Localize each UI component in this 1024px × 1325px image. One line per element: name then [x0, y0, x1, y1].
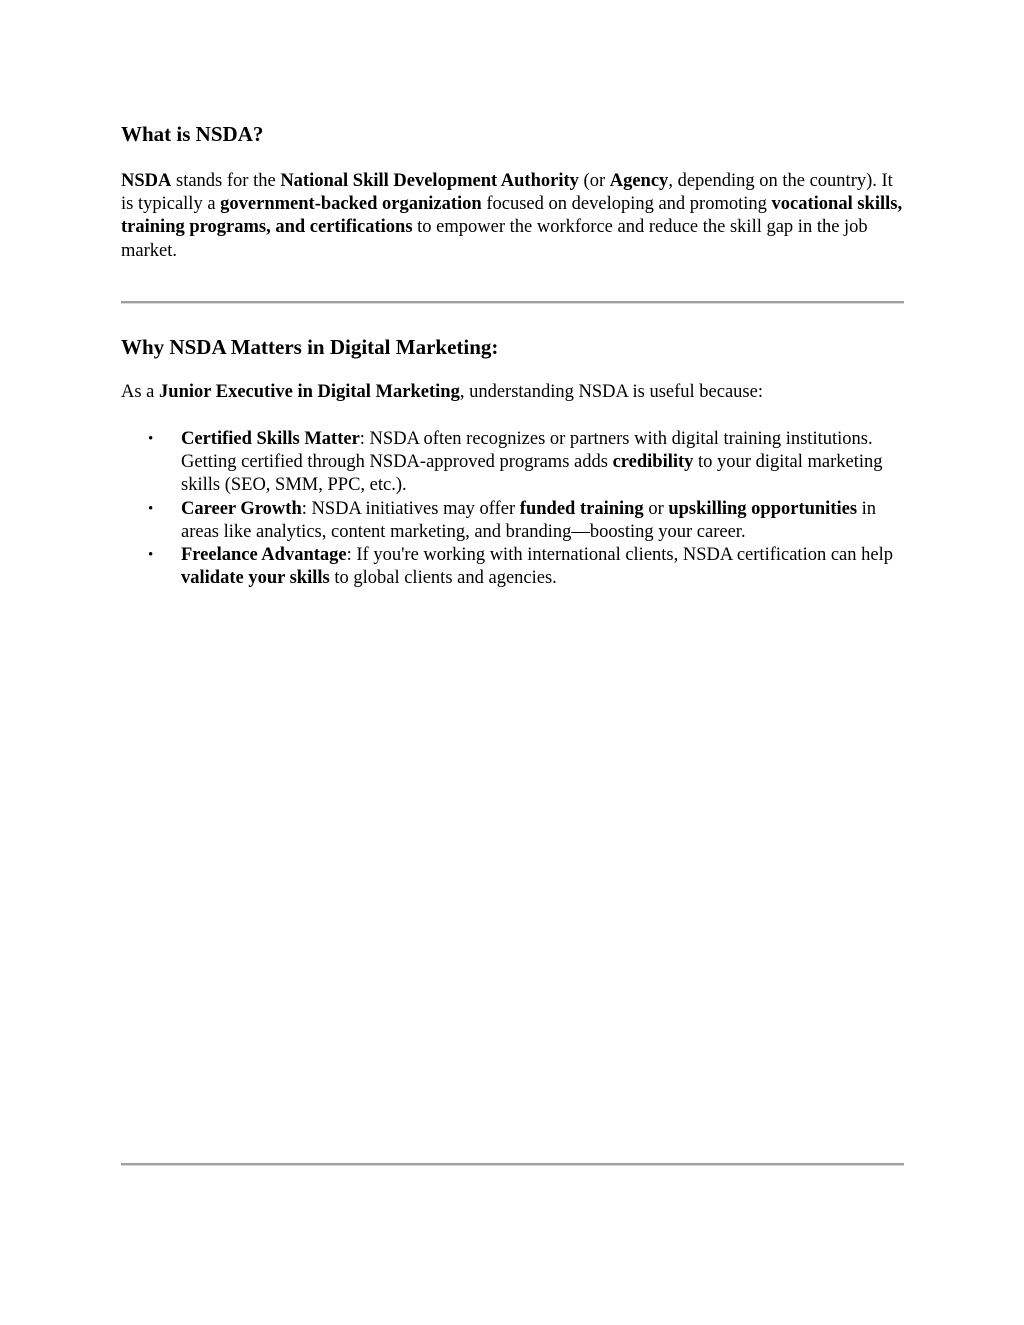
list-item-career-growth: • Career Growth: NSDA initiatives may offer funded training or upskilling opportunities in areas like analytics, content marketing, and branding—boosting your career.: [148, 498, 877, 542]
term-national-skill-development-authority: National Skill Development Authority: [280, 171, 579, 191]
bullet-icon: •: [148, 547, 154, 564]
heading-what-is-nsda: What is NSDA?: [121, 122, 264, 146]
term-vocational-skills: vocational skills, training programs, and certifications: [121, 194, 903, 238]
bullet-icon: •: [148, 500, 154, 517]
term-nsda: NSDA: [121, 171, 172, 191]
paragraph-nsda-definition: NSDA stands for the National Skill Development Authority (or Agency, depending on the country). It is typically a government-backed organization focused on developing and promoting vocational skills, training programs, and certifications to empower the workforce and reduce the skill gap in the job market.: [121, 171, 903, 261]
benefits-list: [121, 428, 904, 590]
term-junior-executive: Junior Executive in Digital Marketing: [159, 382, 460, 402]
heading-why-nsda-matters: Why NSDA Matters in Digital Marketing:: [121, 335, 499, 359]
term-government-backed: government-backed organization: [220, 194, 482, 215]
list-item-freelance-advantage: • Freelance Advantage: If you're working with international clients, NSDA certification can help validate your skills to global clients and agencies.: [148, 545, 893, 589]
paragraph-lead: As a Junior Executive in Digital Marketing, understanding NSDA is useful because:: [121, 382, 763, 402]
list-item-certified-skills: • Certified Skills Matter: NSDA often recognizes or partners with digital training institutions. Getting certified through NSDA-approved programs adds credibility to your digital marketing skills (SEO, SMM, PPC, etc.).: [148, 429, 883, 496]
bullet-icon: •: [148, 431, 154, 447]
horizontal-rule-footer: [121, 1163, 904, 1166]
horizontal-rule-divider: [121, 301, 904, 304]
term-agency: Agency: [609, 171, 669, 191]
